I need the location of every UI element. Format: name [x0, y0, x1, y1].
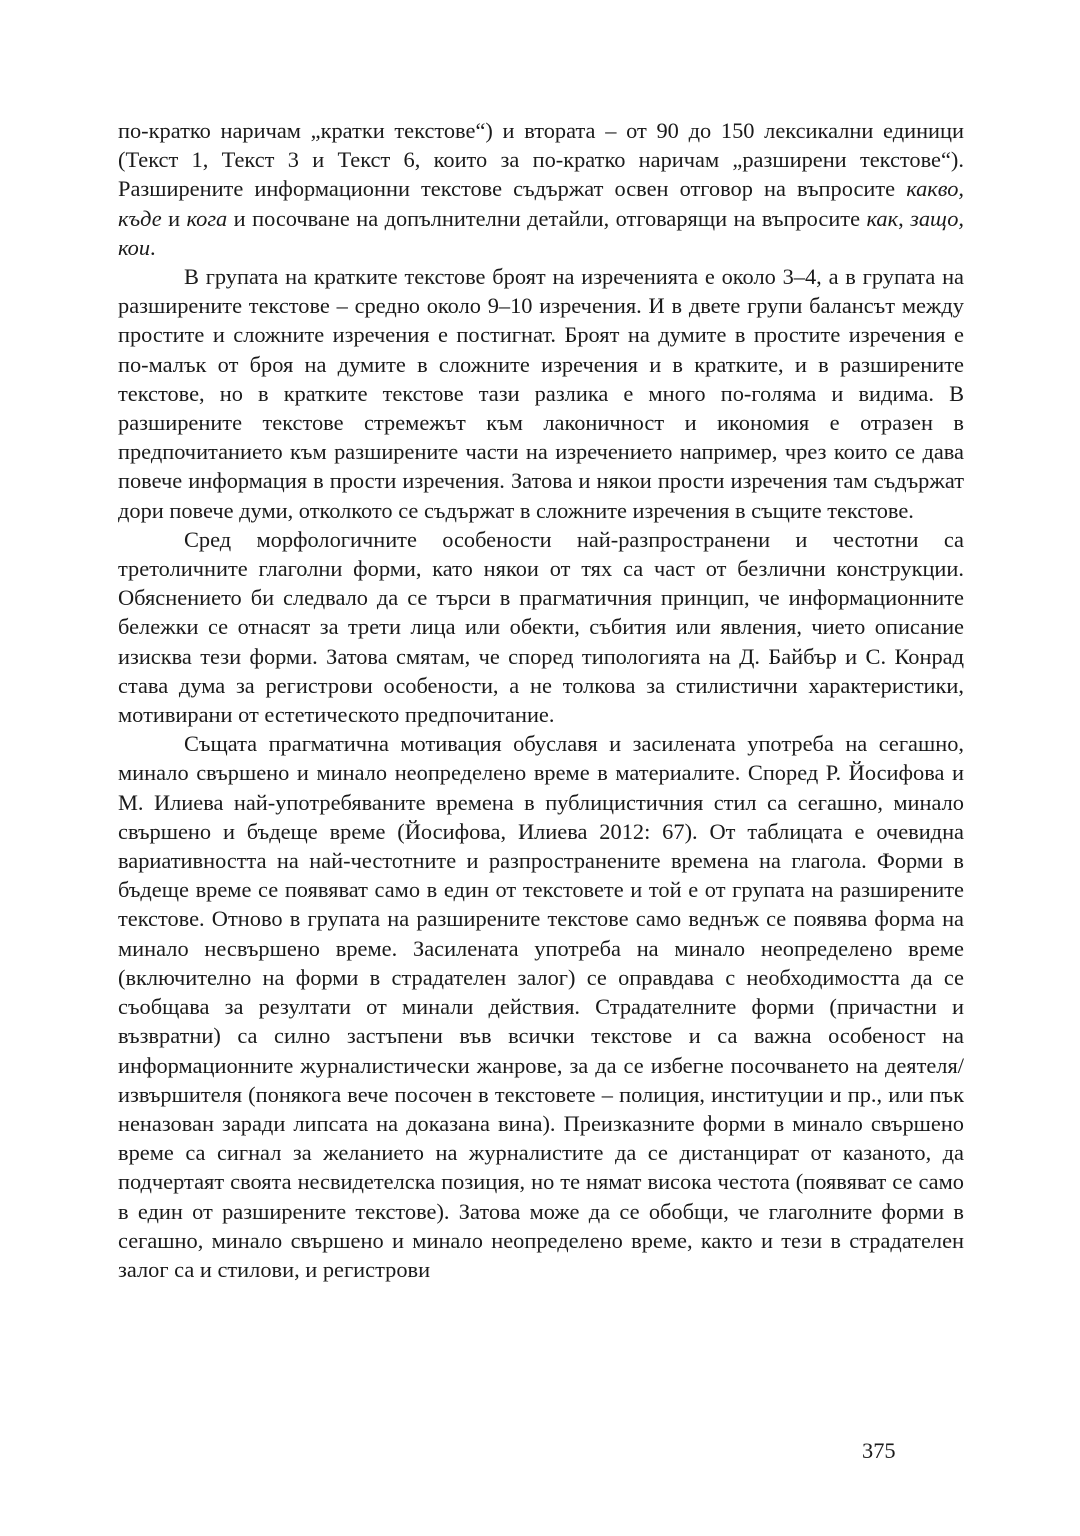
text-run: и посочване на допълнителни детайли, отговарящи на въпросите	[227, 205, 867, 231]
text-run: ,	[898, 205, 911, 231]
paragraph-3	[118, 525, 964, 729]
text-run: по-кратко наричам „кратки текстове“) и втората – от 90 до 150 лексикални единици (Текст 1, Текст 3 и Текст 6, които за по-кратко наричам „разширени текстове“). Разширените информационни текстове съдържат освен отговор на въпросите	[118, 118, 964, 202]
paragraph-4	[118, 729, 964, 1284]
italic-run: кога	[186, 205, 228, 231]
text-run: Същата прагматична мотивация обуславя и засилената употреба на сегашно, минало свършено и минало неопределено време в материалите. Според Р. Йосифова и М. Илиева най-употребяваните времена в публицистичния стил са сегашно, минало свършено и бъдеще време (Йосифова, Илиева 2012: 67). От таблицата е очевидна вариативността на най-честотните и разпространените времена на глагола. Форми в бъдеще време се появяват само в един от текстовете и той е от групата на разширените текстове. Отново в групата на разширените текстове само веднъж се появява форма на минало несвършено време. Засилената употреба на минало неопределено време (включително на форми в страдателен залог) се оправдава с необходимостта да се съобщава за резултати от минали действия. Страдателните форми (причастни и възвратни) са силно застъпени във всички текстове и са важна особеност на информационните журналистически жанрове, за да се избегне посочването на деятеля/ извършителя (понякога вече посочен в текстовете – полиция, институции и пр., или пък неназован заради липсата на доказана вина). Преизказните форми в минало свършено време са сигнал за желанието на журналистите да се дистанцират от казаното, да подчертаят своята несвидетелска позиция, но те нямат висока честота (появяват се само в един от разширените текстове). Затова може да се обобщи, че глаголните форми в сегашно, минало свършено и минало неопределено време, както и тези в страдателен залог са и стилови, и регистрови	[118, 731, 964, 1282]
text-run: Сред морфологичните особености най-разпространени и честотни са третоличните глаголни форми, като някои от тях са част от безлични конструкции. Обяснението би следвало да се търси в прагматичния принцип, че информационните бележки се отнасят за трети лица или обекти, събития или явления, чието описание изисква тези форми. Затова смятам, че според типологията на Д. Байбър и С. Конрад става дума за регистрови особености, а не толкова за стилистични характеристики, мотивирани от естетическото предпочитание.	[118, 526, 964, 728]
paragraph-2	[118, 262, 964, 525]
text-run: и	[161, 205, 187, 231]
text-run: В групата на кратките текстове броят на изреченията е около 3–4, а в групата на разширените текстове – средно около 9–10 изречения. И в двете групи балансът между простите и сложните изречения е постигнат. Броят на думите в простите изречения е по-малък от броя на думите в сложните изречения и в кратките, и в разширените текстове, но в кратките текстове тази разлика е много по-голяма и видима. В разширените текстове стремежът към лаконичност и икономия е отразен в предпочитанието към разширените части на изречението например, чрез които се дава повече информация в прости изречения. Затова и някои прости изречения там съдържат дори повече думи, отколкото се съдържат в сложните изречения в същите текстове.	[118, 264, 964, 523]
page-body	[118, 116, 964, 1284]
italic-run: защо, кои	[118, 205, 964, 260]
italic-run: какво, къде	[118, 176, 964, 231]
paragraph-1	[118, 116, 964, 262]
page-number: 375	[862, 1438, 896, 1463]
italic-run: как	[866, 205, 899, 231]
text-run: .	[150, 234, 156, 260]
